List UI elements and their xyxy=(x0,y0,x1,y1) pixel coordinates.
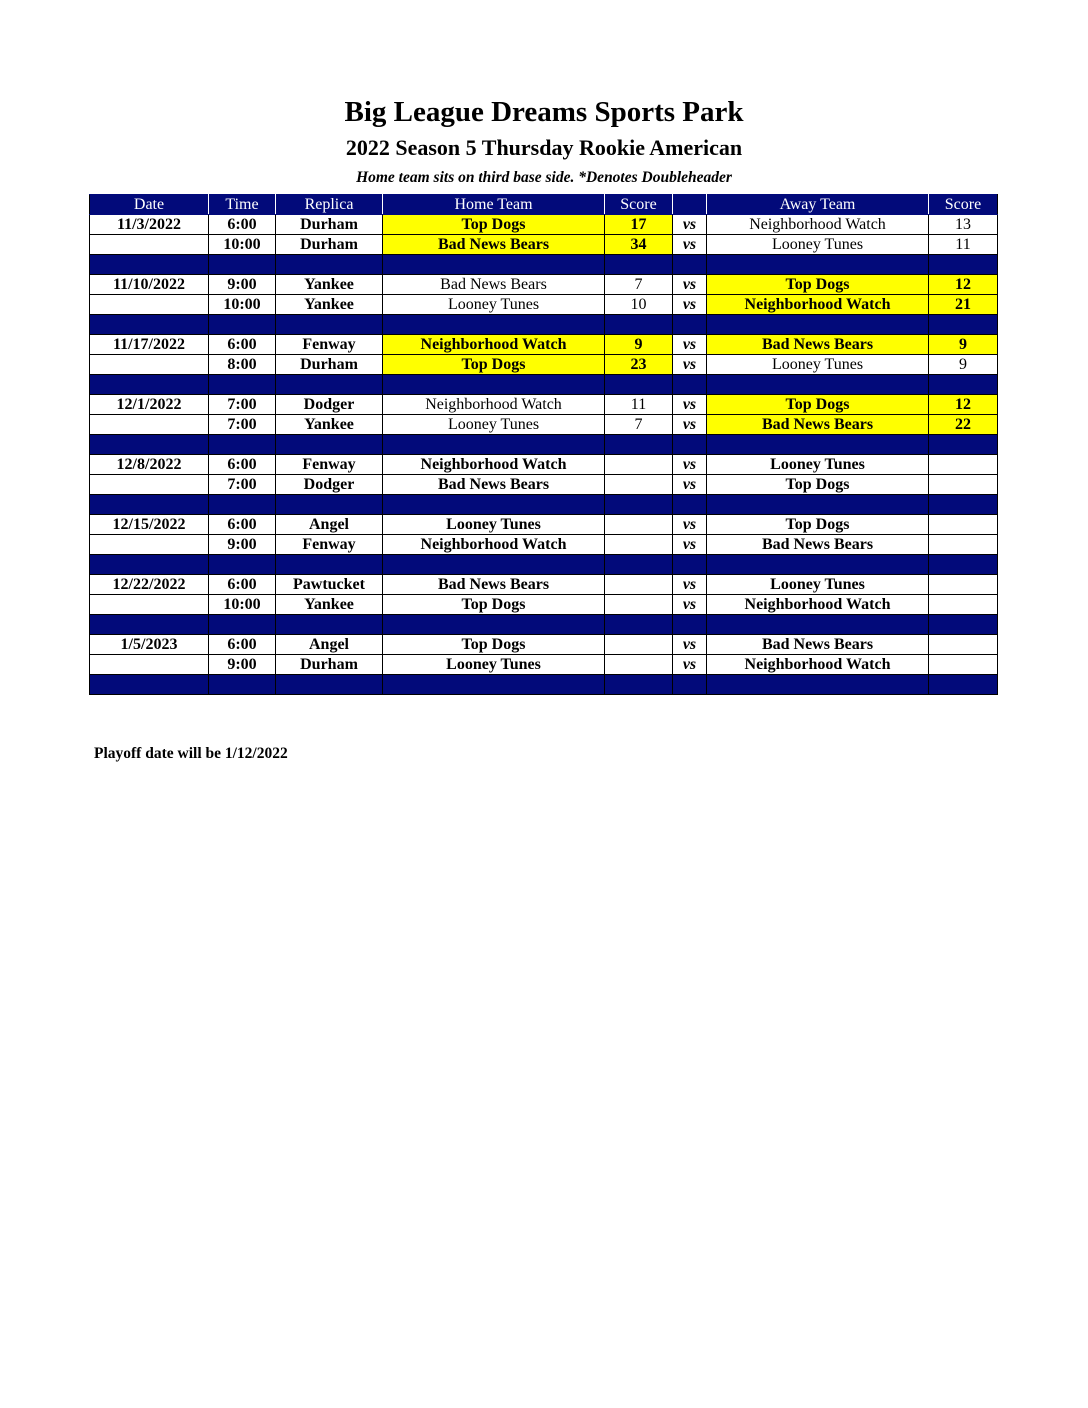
home-score xyxy=(605,515,673,535)
separator-cell xyxy=(929,555,998,575)
separator-cell xyxy=(605,675,673,695)
home-team: Top Dogs xyxy=(383,355,605,375)
separator-cell xyxy=(276,375,383,395)
game-date-empty xyxy=(90,235,209,255)
separator-cell xyxy=(605,435,673,455)
separator-cell xyxy=(673,615,707,635)
away-team: Neighborhood Watch xyxy=(707,215,929,235)
separator-cell xyxy=(605,555,673,575)
home-score: 23 xyxy=(605,355,673,375)
game-row xyxy=(90,535,998,555)
away-score xyxy=(929,515,998,535)
versus-label: vs xyxy=(673,235,707,255)
game-row xyxy=(90,215,998,235)
game-time: 6:00 xyxy=(209,635,276,655)
home-score xyxy=(605,535,673,555)
game-field: Dodger xyxy=(276,475,383,495)
home-team: Bad News Bears xyxy=(383,275,605,295)
game-row xyxy=(90,235,998,255)
home-team: Top Dogs xyxy=(383,635,605,655)
separator-cell xyxy=(605,615,673,635)
away-score: 12 xyxy=(929,395,998,415)
separator-cell xyxy=(929,615,998,635)
away-score: 12 xyxy=(929,275,998,295)
game-row xyxy=(90,635,998,655)
column-header-date: Date xyxy=(90,195,209,215)
game-time: 6:00 xyxy=(209,575,276,595)
column-header-home-team: Home Team xyxy=(383,195,605,215)
table-header-row xyxy=(90,195,998,215)
game-date: 12/15/2022 xyxy=(90,515,209,535)
home-score: 10 xyxy=(605,295,673,315)
versus-label: vs xyxy=(673,475,707,495)
home-score xyxy=(605,635,673,655)
game-time: 9:00 xyxy=(209,535,276,555)
separator-cell xyxy=(605,375,673,395)
separator-cell xyxy=(929,375,998,395)
away-team: Bad News Bears xyxy=(707,635,929,655)
away-score xyxy=(929,475,998,495)
playoff-note: Playoff date will be 1/12/2022 xyxy=(94,745,288,762)
separator-cell xyxy=(209,315,276,335)
home-score xyxy=(605,655,673,675)
game-field: Angel xyxy=(276,635,383,655)
separator-cell xyxy=(276,615,383,635)
away-score xyxy=(929,595,998,615)
separator-cell xyxy=(707,315,929,335)
game-time: 10:00 xyxy=(209,595,276,615)
column-header-time: Time xyxy=(209,195,276,215)
separator-cell xyxy=(209,615,276,635)
away-score: 21 xyxy=(929,295,998,315)
away-team: Top Dogs xyxy=(707,475,929,495)
separator-cell xyxy=(90,675,209,695)
game-date-empty xyxy=(90,295,209,315)
away-score xyxy=(929,535,998,555)
separator-cell xyxy=(673,435,707,455)
separator-cell xyxy=(707,375,929,395)
separator-cell xyxy=(90,615,209,635)
game-row xyxy=(90,475,998,495)
game-field: Durham xyxy=(276,355,383,375)
separator-cell xyxy=(90,495,209,515)
week-separator-row xyxy=(90,495,998,515)
home-score: 17 xyxy=(605,215,673,235)
game-row xyxy=(90,295,998,315)
separator-cell xyxy=(707,495,929,515)
page-title: Big League Dreams Sports Park xyxy=(344,96,744,128)
separator-cell xyxy=(707,255,929,275)
column-header-away-team: Away Team xyxy=(707,195,929,215)
separator-cell xyxy=(673,315,707,335)
separator-cell xyxy=(209,555,276,575)
game-time: 9:00 xyxy=(209,655,276,675)
page-subtitle: 2022 Season 5 Thursday Rookie American xyxy=(345,135,743,160)
home-score xyxy=(605,575,673,595)
game-row xyxy=(90,415,998,435)
game-field: Fenway xyxy=(276,455,383,475)
game-time: 7:00 xyxy=(209,415,276,435)
versus-label: vs xyxy=(673,535,707,555)
home-score: 9 xyxy=(605,335,673,355)
separator-cell xyxy=(929,435,998,455)
game-time: 10:00 xyxy=(209,235,276,255)
versus-label: vs xyxy=(673,335,707,355)
game-time: 6:00 xyxy=(209,515,276,535)
game-field: Yankee xyxy=(276,595,383,615)
game-date-empty xyxy=(90,355,209,375)
separator-cell xyxy=(90,375,209,395)
column-header-vs xyxy=(673,195,707,215)
week-separator-row xyxy=(90,555,998,575)
game-date-empty xyxy=(90,655,209,675)
game-row xyxy=(90,515,998,535)
game-field: Fenway xyxy=(276,535,383,555)
game-date: 11/10/2022 xyxy=(90,275,209,295)
home-team: Neighborhood Watch xyxy=(383,535,605,555)
home-score xyxy=(605,475,673,495)
game-row xyxy=(90,575,998,595)
home-score: 7 xyxy=(605,275,673,295)
home-score: 11 xyxy=(605,395,673,415)
versus-label: vs xyxy=(673,395,707,415)
game-field: Yankee xyxy=(276,415,383,435)
home-score xyxy=(605,595,673,615)
game-date: 1/5/2023 xyxy=(90,635,209,655)
game-field: Yankee xyxy=(276,295,383,315)
away-score xyxy=(929,455,998,475)
versus-label: vs xyxy=(673,655,707,675)
separator-cell xyxy=(605,495,673,515)
away-score: 22 xyxy=(929,415,998,435)
home-team: Bad News Bears xyxy=(383,235,605,255)
separator-cell xyxy=(209,435,276,455)
versus-label: vs xyxy=(673,595,707,615)
separator-cell xyxy=(383,675,605,695)
game-time: 9:00 xyxy=(209,275,276,295)
away-team: Looney Tunes xyxy=(707,235,929,255)
home-score: 34 xyxy=(605,235,673,255)
game-field: Pawtucket xyxy=(276,575,383,595)
separator-cell xyxy=(383,255,605,275)
separator-cell xyxy=(383,495,605,515)
away-score xyxy=(929,635,998,655)
away-team: Looney Tunes xyxy=(707,575,929,595)
week-separator-row xyxy=(90,675,998,695)
away-team: Top Dogs xyxy=(707,275,929,295)
home-team: Top Dogs xyxy=(383,595,605,615)
game-field: Fenway xyxy=(276,335,383,355)
game-field: Yankee xyxy=(276,275,383,295)
versus-label: vs xyxy=(673,275,707,295)
separator-cell xyxy=(276,555,383,575)
home-score: 7 xyxy=(605,415,673,435)
away-score: 9 xyxy=(929,355,998,375)
column-header-home-score: Score xyxy=(605,195,673,215)
game-row xyxy=(90,275,998,295)
versus-label: vs xyxy=(673,575,707,595)
game-field: Durham xyxy=(276,655,383,675)
home-score xyxy=(605,455,673,475)
separator-cell xyxy=(673,675,707,695)
game-field: Dodger xyxy=(276,395,383,415)
game-time: 6:00 xyxy=(209,215,276,235)
game-time: 8:00 xyxy=(209,355,276,375)
game-row xyxy=(90,355,998,375)
separator-cell xyxy=(209,495,276,515)
away-team: Bad News Bears xyxy=(707,415,929,435)
home-team: Looney Tunes xyxy=(383,295,605,315)
away-team: Neighborhood Watch xyxy=(707,655,929,675)
versus-label: vs xyxy=(673,215,707,235)
separator-cell xyxy=(605,315,673,335)
separator-cell xyxy=(707,615,929,635)
versus-label: vs xyxy=(673,635,707,655)
week-separator-row xyxy=(90,255,998,275)
away-score xyxy=(929,575,998,595)
separator-cell xyxy=(276,435,383,455)
week-separator-row xyxy=(90,375,998,395)
separator-cell xyxy=(673,555,707,575)
doubleheader-note: Home team sits on third base side. *Denotes Doubleheader xyxy=(356,169,732,186)
separator-cell xyxy=(276,675,383,695)
separator-cell xyxy=(929,255,998,275)
separator-cell xyxy=(707,435,929,455)
home-team: Neighborhood Watch xyxy=(383,395,605,415)
home-team: Looney Tunes xyxy=(383,655,605,675)
separator-cell xyxy=(90,315,209,335)
game-date-empty xyxy=(90,535,209,555)
separator-cell xyxy=(383,435,605,455)
away-team: Neighborhood Watch xyxy=(707,595,929,615)
separator-cell xyxy=(90,255,209,275)
separator-cell xyxy=(929,675,998,695)
game-row xyxy=(90,655,998,675)
separator-cell xyxy=(383,615,605,635)
separator-cell xyxy=(383,315,605,335)
game-time: 10:00 xyxy=(209,295,276,315)
separator-cell xyxy=(605,255,673,275)
away-team: Top Dogs xyxy=(707,515,929,535)
game-row xyxy=(90,335,998,355)
column-header-away-score: Score xyxy=(929,195,998,215)
game-date: 12/1/2022 xyxy=(90,395,209,415)
home-team: Looney Tunes xyxy=(383,515,605,535)
separator-cell xyxy=(276,255,383,275)
separator-cell xyxy=(929,495,998,515)
separator-cell xyxy=(90,555,209,575)
game-field: Durham xyxy=(276,215,383,235)
game-date-empty xyxy=(90,415,209,435)
separator-cell xyxy=(929,315,998,335)
versus-label: vs xyxy=(673,355,707,375)
game-time: 7:00 xyxy=(209,395,276,415)
separator-cell xyxy=(707,555,929,575)
separator-cell xyxy=(383,555,605,575)
separator-cell xyxy=(209,675,276,695)
home-team: Neighborhood Watch xyxy=(383,335,605,355)
separator-cell xyxy=(209,255,276,275)
home-team: Bad News Bears xyxy=(383,475,605,495)
game-row xyxy=(90,455,998,475)
away-team: Looney Tunes xyxy=(707,455,929,475)
away-team: Bad News Bears xyxy=(707,335,929,355)
game-date: 12/22/2022 xyxy=(90,575,209,595)
separator-cell xyxy=(673,255,707,275)
game-field: Durham xyxy=(276,235,383,255)
versus-label: vs xyxy=(673,415,707,435)
separator-cell xyxy=(90,435,209,455)
home-team: Neighborhood Watch xyxy=(383,455,605,475)
separator-cell xyxy=(673,375,707,395)
game-date: 11/17/2022 xyxy=(90,335,209,355)
home-team: Looney Tunes xyxy=(383,415,605,435)
away-score: 11 xyxy=(929,235,998,255)
separator-cell xyxy=(383,375,605,395)
week-separator-row xyxy=(90,435,998,455)
week-separator-row xyxy=(90,615,998,635)
separator-cell xyxy=(673,495,707,515)
home-team: Bad News Bears xyxy=(383,575,605,595)
versus-label: vs xyxy=(673,515,707,535)
schedule-table xyxy=(89,194,998,695)
game-row xyxy=(90,395,998,415)
away-team: Top Dogs xyxy=(707,395,929,415)
game-date-empty xyxy=(90,475,209,495)
separator-cell xyxy=(707,675,929,695)
game-time: 6:00 xyxy=(209,455,276,475)
versus-label: vs xyxy=(673,295,707,315)
away-team: Neighborhood Watch xyxy=(707,295,929,315)
away-team: Looney Tunes xyxy=(707,355,929,375)
column-header-replica: Replica xyxy=(276,195,383,215)
week-separator-row xyxy=(90,315,998,335)
away-score: 13 xyxy=(929,215,998,235)
versus-label: vs xyxy=(673,455,707,475)
away-score: 9 xyxy=(929,335,998,355)
game-time: 6:00 xyxy=(209,335,276,355)
game-row xyxy=(90,595,998,615)
game-time: 7:00 xyxy=(209,475,276,495)
separator-cell xyxy=(209,375,276,395)
home-team: Top Dogs xyxy=(383,215,605,235)
game-field: Angel xyxy=(276,515,383,535)
game-date: 12/8/2022 xyxy=(90,455,209,475)
separator-cell xyxy=(276,315,383,335)
away-score xyxy=(929,655,998,675)
game-date: 11/3/2022 xyxy=(90,215,209,235)
separator-cell xyxy=(276,495,383,515)
away-team: Bad News Bears xyxy=(707,535,929,555)
game-date-empty xyxy=(90,595,209,615)
